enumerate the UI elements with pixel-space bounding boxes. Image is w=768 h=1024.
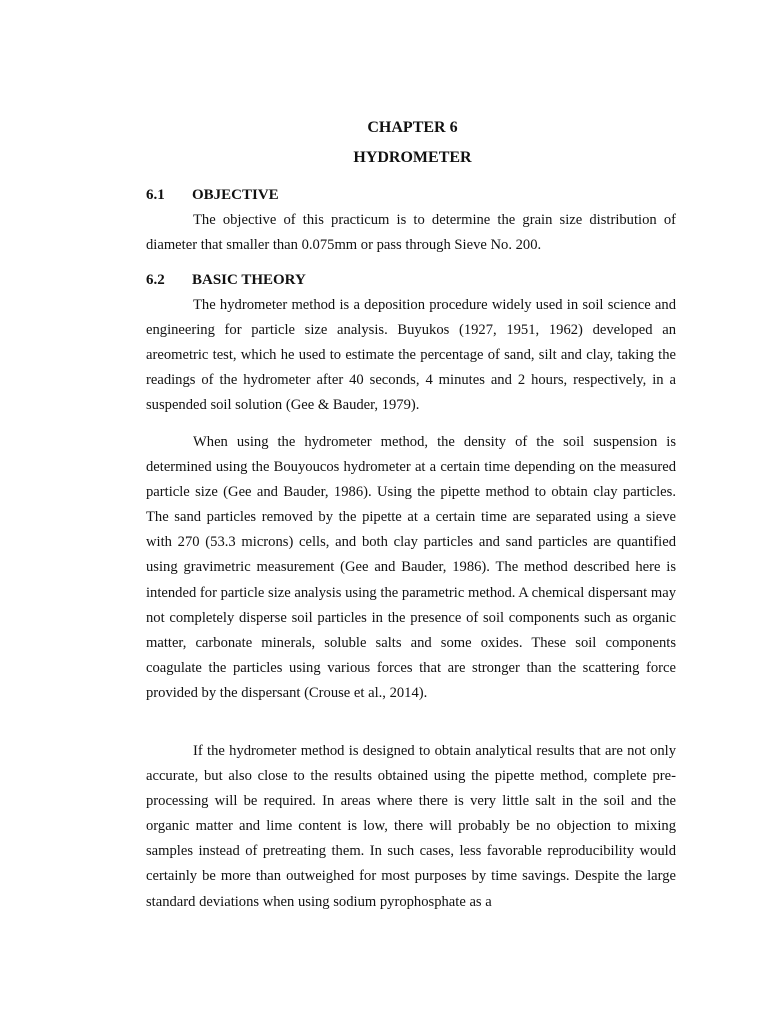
theory-paragraph-3: If the hydrometer method is designed to obtain analytical results that are not only accurate, but also close to the results obtained using the pipette method, complete pre-processing will be required. In areas where there is very little salt in the soil and the organic matter and lime content is low, there will probably be no objection to mixing samples instead of pretreating them. In such cases, less favorable reproducibility would certainly be more than outweighed for most purposes by time savings. Despite the large standard deviations when using sodium pyrophosphate as a (146, 743, 676, 910)
section-heading-objective (146, 185, 676, 205)
section-number: 6.2 (146, 272, 165, 288)
chapter-number: CHAPTER 6 (367, 119, 458, 136)
section-title: BASIC THEORY (192, 272, 306, 288)
section-title: OBJECTIVE (192, 187, 279, 203)
objective-paragraph: The objective of this practicum is to determine the grain size distribution of diameter that smaller than 0.075mm or pass through Sieve No. 200. (146, 212, 676, 254)
section-number: 6.1 (146, 187, 165, 203)
section-heading-basic-theory (146, 270, 676, 290)
theory-paragraph-1: The hydrometer method is a deposition procedure widely used in soil science and engineering for particle size analysis. Buyukos (1927, 1951, 1962) developed an areometric test, which he used to estimate the percentage of sand, silt and clay, taking the readings of the hydrometer after 40 seconds, 4 minutes and 2 hours, respectively, in a suspended soil solution (Gee & Bauder, 1979). (146, 297, 676, 414)
theory-paragraph-2: When using the hydrometer method, the density of the soil suspension is determined using the Bouyoucos hydrometer at a certain time depending on the measured particle size (Gee and Bauder, 1986). Using the pipette method to obtain clay particles. The sand particles removed by the pipette at a certain time are separated using a sieve with 270 (53.3 microns) cells, and both clay particles and sand particles are quantified using gravimetric measurement (Gee and Bauder, 1986). The method described here is intended for particle size analysis using the parametric method. A chemical dispersant may not completely disperse soil particles in the presence of soil components such as organic matter, carbonate minerals, soluble salts and some oxides. These soil components coagulate the particles using various forces that are stronger than the scattering force provided by the dispersant (Crouse et al., 2014). (146, 434, 676, 701)
chapter-title: HYDROMETER (353, 149, 472, 166)
